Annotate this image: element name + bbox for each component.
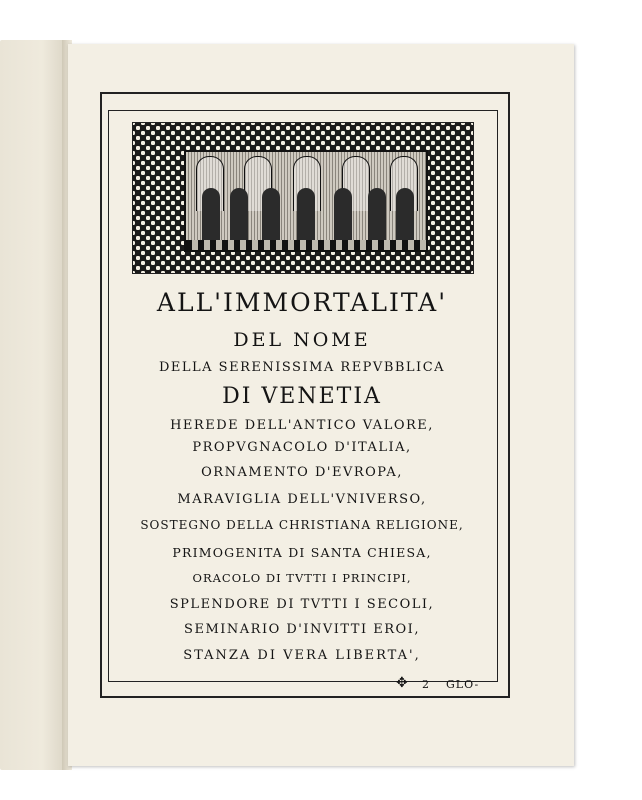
dedication-line: DEL NOME [233,329,371,351]
figure-icon [368,188,386,246]
dedication-line: PROPVGNACOLO D'ITALIA, [192,440,412,455]
dedication-line: SPLENDORE DI TVTTI I SECOLI, [169,597,435,612]
dedication-line: STANZA DI VERA LIBERTA', [183,648,421,663]
dedication-line: PRIMOGENITA DI SANTA CHIESA, [172,545,432,560]
dedication-line: ORACOLO DI TVTTI I PRINCIPI, [192,571,412,585]
dedication-line: ORNAMENTO D'EVROPA, [201,465,403,480]
figure-icon [334,188,352,246]
figure-icon [230,188,248,246]
dedication-line: SOSTEGNO DELLA CHRISTIANA RELIGIONE, [140,518,464,532]
dedication-title: ALL'IMMORTALITA' [156,288,448,317]
figure-icon [262,188,280,246]
figure-icon [202,188,220,246]
tiled-floor [186,240,426,250]
dedication-line: HEREDE DELL'ANTICO VALORE, [170,418,434,433]
figure-icon [396,188,414,246]
dedication-subject: DI VENETIA [222,384,382,409]
dedication-line: SEMINARIO D'INVITTI EROI, [184,622,420,637]
figure-icon [297,188,315,246]
book-left-edge [0,40,70,770]
fleuron-icon: ✥ [396,675,408,691]
woodcut-scene-illustration [184,150,428,252]
dedication-line: DELLA SERENISSIMA REPVBBLICA [158,360,446,375]
signature-mark: 2 [422,678,429,691]
catchword: GLO- [446,678,480,691]
dedication-line: MARAVIGLIA DELL'VNIVERSO, [177,492,427,507]
